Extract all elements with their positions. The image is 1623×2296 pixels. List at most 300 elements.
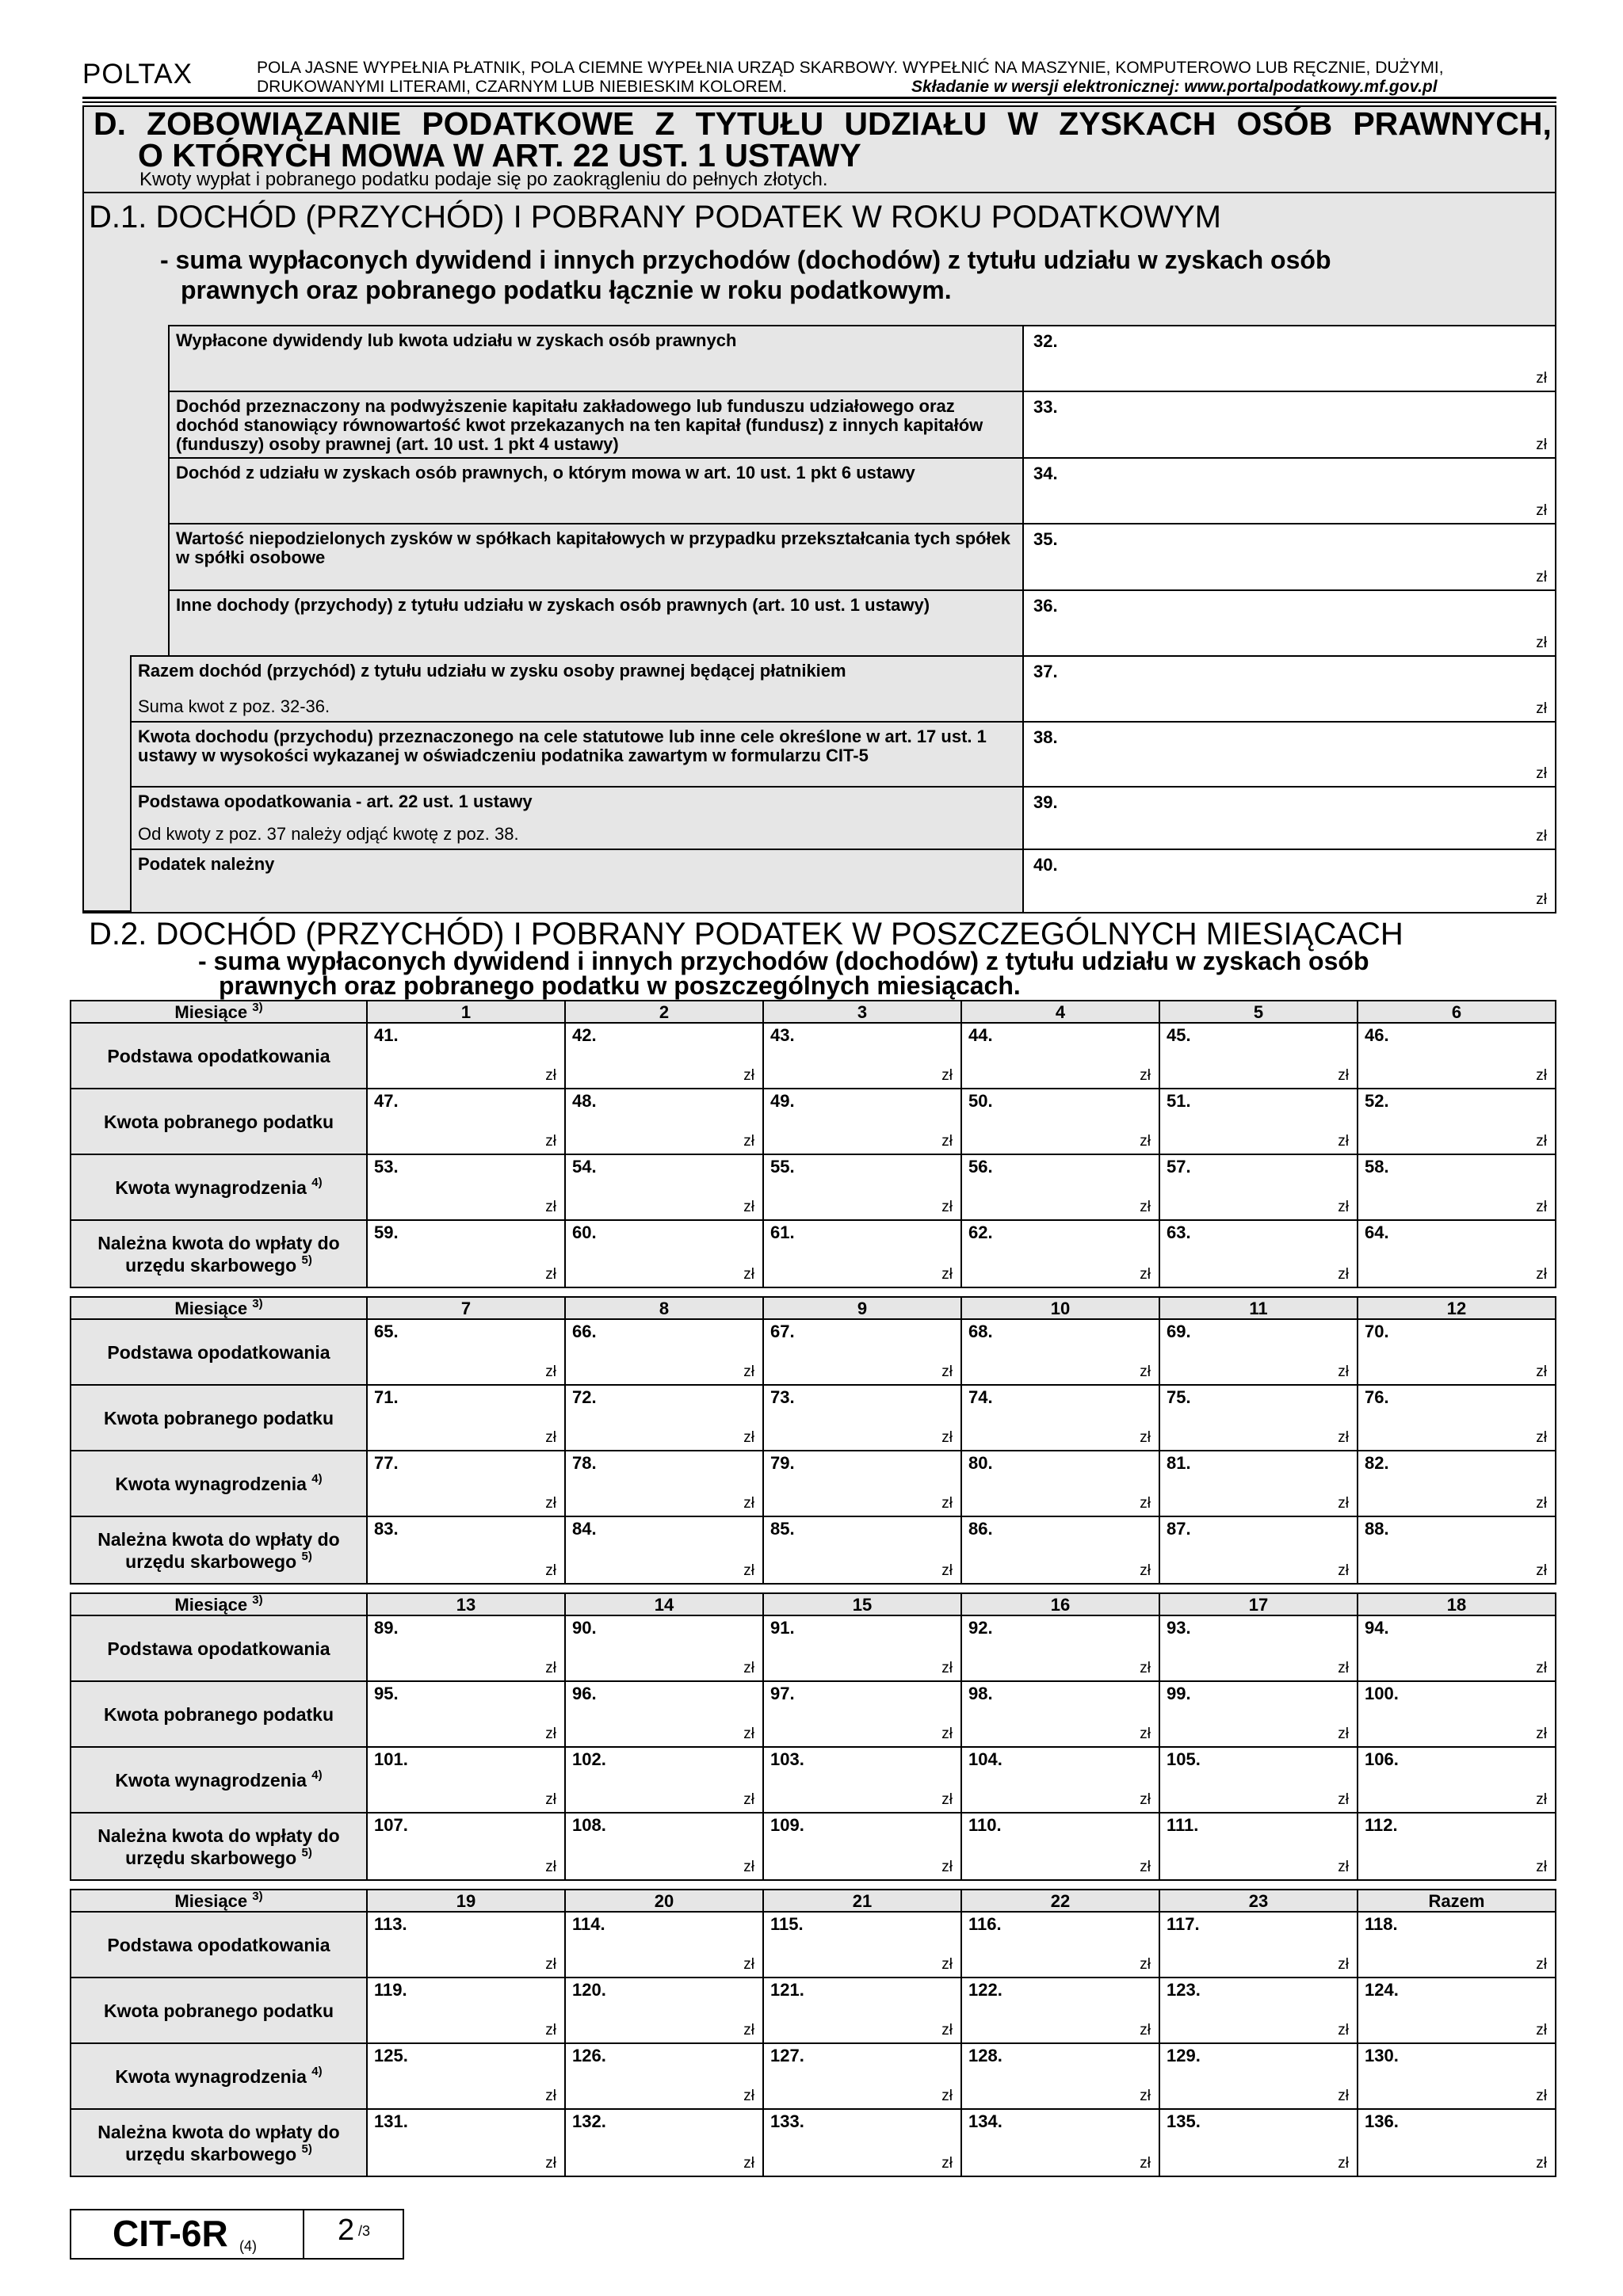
currency-unit: zł	[545, 1199, 556, 1215]
monthly-field-126[interactable]	[564, 2044, 762, 2108]
field-number: 44.	[968, 1025, 993, 1045]
field-number: 72.	[572, 1387, 597, 1407]
monthly-field-95[interactable]	[366, 1682, 564, 1746]
monthly-field-59[interactable]	[366, 1221, 564, 1287]
monthly-field-74[interactable]	[960, 1386, 1159, 1450]
d1-field-34[interactable]	[1024, 457, 1556, 523]
footnote-marker: 3)	[252, 1593, 263, 1607]
currency-unit: zł	[1536, 1956, 1547, 1973]
monthly-field-121[interactable]	[762, 1978, 960, 2042]
field-number: 107.	[374, 1815, 408, 1835]
currency-unit: zł	[1536, 569, 1547, 585]
currency-unit: zł	[743, 1562, 754, 1579]
monthly-field-66[interactable]	[564, 1320, 762, 1384]
currency-unit: zł	[545, 1429, 556, 1446]
months-header-row	[71, 1594, 1555, 1616]
monthly-field-57[interactable]	[1159, 1155, 1357, 1219]
monthly-field-132[interactable]	[564, 2110, 762, 2176]
d1-field-33[interactable]	[1024, 391, 1556, 457]
months-label: Miesiące	[174, 1891, 248, 1911]
field-number: 59.	[374, 1222, 399, 1242]
monthly-field-51[interactable]	[1159, 1089, 1357, 1154]
monthly-field-101[interactable]	[366, 1748, 564, 1812]
monthly-field-88[interactable]	[1357, 1517, 1555, 1583]
monthly-field-98[interactable]	[960, 1682, 1159, 1746]
monthly-field-75[interactable]	[1159, 1386, 1357, 1450]
currency-unit: zł	[1536, 1726, 1547, 1742]
currency-unit: zł	[1536, 765, 1547, 782]
field-number: 40.	[1033, 855, 1058, 875]
monthly-field-112[interactable]	[1357, 1814, 1555, 1879]
month-column-header: 23	[1159, 1890, 1357, 1911]
d1-row-label	[130, 786, 1024, 849]
field-number: 125.	[374, 2046, 408, 2065]
monthly-field-111[interactable]	[1159, 1814, 1357, 1879]
monthly-row	[71, 1024, 1555, 1089]
currency-unit: zł	[1140, 1199, 1151, 1215]
field-number: 42.	[572, 1025, 597, 1045]
d1-field-36[interactable]	[1024, 589, 1556, 655]
field-number: 102.	[572, 1749, 606, 1769]
field-number: 106.	[1365, 1749, 1399, 1769]
field-number: 98.	[968, 1684, 993, 1703]
monthly-field-68[interactable]	[960, 1320, 1159, 1384]
field-number: 127.	[770, 2046, 804, 2065]
monthly-field-89[interactable]	[366, 1616, 564, 1680]
page-count: /3	[358, 2223, 371, 2239]
currency-unit: zł	[545, 1726, 556, 1742]
d1-field-39[interactable]	[1024, 786, 1556, 849]
currency-unit: zł	[545, 1495, 556, 1512]
currency-unit: zł	[1338, 1363, 1349, 1380]
field-number: 87.	[1167, 1519, 1191, 1539]
footnote-marker: 5)	[301, 2142, 312, 2156]
monthly-field-90[interactable]	[564, 1616, 762, 1680]
field-number: 129.	[1167, 2046, 1201, 2065]
monthly-row-label	[71, 1517, 366, 1583]
field-number: 67.	[770, 1322, 795, 1341]
monthly-field-41[interactable]	[366, 1024, 564, 1088]
monthly-field-65[interactable]	[366, 1320, 564, 1384]
monthly-row-label	[71, 2110, 366, 2176]
currency-unit: zł	[941, 1133, 953, 1150]
currency-unit: zł	[1140, 1133, 1151, 1150]
monthly-row-label	[71, 1320, 366, 1384]
monthly-field-118[interactable]	[1357, 1913, 1555, 1977]
currency-unit: zł	[1338, 1660, 1349, 1676]
month-column-header: 8	[564, 1298, 762, 1318]
field-number: 104.	[968, 1749, 1002, 1769]
form-code: CIT-6R	[113, 2213, 228, 2254]
monthly-row-label-wrap	[88, 1407, 349, 1429]
monthly-row-label-text: Należna kwota do wpłaty do urzędu skarbowego	[97, 2121, 340, 2164]
monthly-field-116[interactable]	[960, 1913, 1159, 1977]
monthly-row	[71, 2110, 1555, 2176]
currency-unit: zł	[1338, 2022, 1349, 2039]
monthly-row-label-text: Kwota pobranego podatku	[103, 1407, 334, 1428]
monthly-row-label-text: Kwota wynagrodzenia	[115, 2065, 307, 2087]
footnote-marker: 5)	[301, 1549, 312, 1563]
monthly-field-48[interactable]	[564, 1089, 762, 1154]
monthly-row-label-wrap	[71, 1232, 366, 1276]
monthly-field-55[interactable]	[762, 1155, 960, 1219]
field-number: 70.	[1365, 1322, 1389, 1341]
currency-unit: zł	[941, 2022, 953, 2039]
months-label: Miesiące	[174, 1002, 248, 1022]
currency-unit: zł	[1536, 1067, 1547, 1084]
field-number: 62.	[968, 1222, 993, 1242]
monthly-field-53[interactable]	[366, 1155, 564, 1219]
monthly-row-label-text: Podstawa opodatkowania	[107, 1934, 330, 1955]
month-column-header: 18	[1357, 1594, 1555, 1615]
monthly-table	[70, 1889, 1556, 2177]
d1-row-label	[130, 721, 1024, 786]
d1-row-label-text: Kwota dochodu (przychodu) przeznaczonego na cele statutowe lub inne cele określone w art. 17 ust. 1 ustawy w wysokości wykazanej w oświadczeniu podatnika zawartym w formularzu CIT-5	[138, 727, 987, 765]
field-number: 120.	[572, 1980, 606, 2000]
monthly-field-63[interactable]	[1159, 1221, 1357, 1287]
monthly-row-label-wrap	[71, 1528, 366, 1573]
field-number: 105.	[1167, 1749, 1201, 1769]
currency-unit: zł	[545, 1562, 556, 1579]
field-number: 133.	[770, 2111, 804, 2131]
monthly-field-124[interactable]	[1357, 1978, 1555, 2042]
field-number: 78.	[572, 1453, 597, 1473]
monthly-field-114[interactable]	[564, 1913, 762, 1977]
currency-unit: zł	[1140, 1429, 1151, 1446]
header-instruction-line2: DRUKOWANYMI LITERAMI, CZARNYM LUB NIEBIESKIM KOLOREM.	[257, 78, 787, 96]
field-number: 46.	[1365, 1025, 1389, 1045]
monthly-field-92[interactable]	[960, 1616, 1159, 1680]
monthly-field-97[interactable]	[762, 1682, 960, 1746]
monthly-field-123[interactable]	[1159, 1978, 1357, 2042]
monthly-field-61[interactable]	[762, 1221, 960, 1287]
monthly-field-135[interactable]	[1159, 2110, 1357, 2176]
monthly-field-104[interactable]	[960, 1748, 1159, 1812]
monthly-field-52[interactable]	[1357, 1089, 1555, 1154]
month-column-header: Razem	[1357, 1890, 1555, 1911]
d1-row-label	[168, 391, 1024, 457]
monthly-field-106[interactable]	[1357, 1748, 1555, 1812]
field-number: 55.	[770, 1157, 795, 1177]
field-number: 52.	[1365, 1091, 1389, 1111]
currency-unit: zł	[1140, 1859, 1151, 1875]
monthly-field-80[interactable]	[960, 1451, 1159, 1516]
field-number: 57.	[1167, 1157, 1191, 1177]
field-number: 95.	[374, 1684, 399, 1703]
currency-unit: zł	[545, 1956, 556, 1973]
monthly-field-117[interactable]	[1159, 1913, 1357, 1977]
field-number: 75.	[1167, 1387, 1191, 1407]
field-number: 45.	[1167, 1025, 1191, 1045]
monthly-field-108[interactable]	[564, 1814, 762, 1879]
currency-unit: zł	[1140, 1956, 1151, 1973]
currency-unit: zł	[743, 2088, 754, 2104]
monthly-row	[71, 1451, 1555, 1517]
months-label: Miesiące	[174, 1595, 248, 1615]
monthly-row	[71, 1221, 1555, 1287]
monthly-row	[71, 1748, 1555, 1814]
field-number: 50.	[968, 1091, 993, 1111]
field-number: 130.	[1365, 2046, 1399, 2065]
currency-unit: zł	[743, 1660, 754, 1676]
monthly-field-127[interactable]	[762, 2044, 960, 2108]
currency-unit: zł	[743, 2155, 754, 2172]
currency-unit: zł	[941, 1067, 953, 1084]
month-column-header: 20	[564, 1890, 762, 1911]
monthly-field-42[interactable]	[564, 1024, 762, 1088]
field-number: 64.	[1365, 1222, 1389, 1242]
monthly-field-50[interactable]	[960, 1089, 1159, 1154]
d1-row-label	[168, 457, 1024, 523]
monthly-field-76[interactable]	[1357, 1386, 1555, 1450]
monthly-field-105[interactable]	[1159, 1748, 1357, 1812]
currency-unit: zł	[1140, 1266, 1151, 1283]
monthly-field-44[interactable]	[960, 1024, 1159, 1088]
currency-unit: zł	[941, 1363, 953, 1380]
monthly-field-72[interactable]	[564, 1386, 762, 1450]
footnote-marker: 3)	[252, 1001, 263, 1014]
monthly-field-64[interactable]	[1357, 1221, 1555, 1287]
monthly-field-79[interactable]	[762, 1451, 960, 1516]
monthly-field-110[interactable]	[960, 1814, 1159, 1879]
monthly-field-102[interactable]	[564, 1748, 762, 1812]
months-header-row	[71, 1298, 1555, 1320]
month-column-header: 14	[564, 1594, 762, 1615]
monthly-field-60[interactable]	[564, 1221, 762, 1287]
currency-unit: zł	[1140, 1363, 1151, 1380]
monthly-row-label-wrap	[99, 1769, 338, 1791]
field-number: 43.	[770, 1025, 795, 1045]
monthly-field-107[interactable]	[366, 1814, 564, 1879]
monthly-field-71[interactable]	[366, 1386, 564, 1450]
monthly-row-label-text: Kwota pobranego podatku	[103, 1703, 334, 1725]
currency-unit: zł	[1536, 1791, 1547, 1808]
field-number: 119.	[374, 1980, 407, 2000]
monthly-row	[71, 1155, 1555, 1221]
field-number: 63.	[1167, 1222, 1191, 1242]
currency-unit: zł	[941, 1199, 953, 1215]
header-instruction-line1: POLA JASNE WYPEŁNIA PŁATNIK, POLA CIEMNE WYPEŁNIA URZĄD SKARBOWY. WYPEŁNIĆ NA MASZYNIE, KOMPUTEROWO LUB RĘCZNIE, DUŻYMI,	[257, 59, 1444, 77]
month-column-header: 10	[960, 1298, 1159, 1318]
months-header-row	[71, 1890, 1555, 1913]
header-rule	[82, 101, 1556, 103]
monthly-field-93[interactable]	[1159, 1616, 1357, 1680]
monthly-field-56[interactable]	[960, 1155, 1159, 1219]
monthly-field-134[interactable]	[960, 2110, 1159, 2176]
monthly-field-91[interactable]	[762, 1616, 960, 1680]
currency-unit: zł	[743, 1266, 754, 1283]
monthly-field-84[interactable]	[564, 1517, 762, 1583]
monthly-field-67[interactable]	[762, 1320, 960, 1384]
section-d-title-line2: O KTÓRYCH MOWA W ART. 22 UST. 1 USTAWY	[138, 137, 861, 174]
monthly-field-47[interactable]	[366, 1089, 564, 1154]
d1-row-label	[130, 849, 1024, 912]
monthly-field-85[interactable]	[762, 1517, 960, 1583]
field-number: 126.	[572, 2046, 606, 2065]
monthly-row-label	[71, 2044, 366, 2108]
currency-unit: zł	[1536, 370, 1547, 387]
monthly-field-96[interactable]	[564, 1682, 762, 1746]
d1-field-32[interactable]	[1024, 325, 1556, 391]
field-number: 92.	[968, 1618, 993, 1638]
monthly-row-label-wrap	[99, 2065, 338, 2088]
field-number: 47.	[374, 1091, 399, 1111]
field-number: 103.	[770, 1749, 804, 1769]
form-footer	[70, 2209, 404, 2260]
field-number: 94.	[1365, 1618, 1389, 1638]
currency-unit: zł	[1140, 1791, 1151, 1808]
field-number: 56.	[968, 1157, 993, 1177]
section-d-title-word: PRAWNYCH,	[1353, 105, 1552, 142]
monthly-row-label-wrap	[71, 1825, 366, 1869]
field-number: 101.	[374, 1749, 408, 1769]
currency-unit: zł	[1338, 1726, 1349, 1742]
monthly-field-130[interactable]	[1357, 2044, 1555, 2108]
field-number: 111.	[1167, 1815, 1199, 1835]
field-number: 49.	[770, 1091, 795, 1111]
monthly-field-54[interactable]	[564, 1155, 762, 1219]
monthly-field-125[interactable]	[366, 2044, 564, 2108]
currency-unit: zł	[545, 1133, 556, 1150]
form-edition: (4)	[239, 2238, 257, 2254]
currency-unit: zł	[1338, 1791, 1349, 1808]
field-number: 33.	[1033, 397, 1058, 417]
monthly-row-label-wrap	[99, 1473, 338, 1495]
field-number: 117.	[1167, 1914, 1200, 1934]
currency-unit: zł	[1536, 502, 1547, 519]
field-number: 90.	[572, 1618, 597, 1638]
monthly-field-115[interactable]	[762, 1913, 960, 1977]
header-rule	[82, 97, 1556, 99]
currency-unit: zł	[1536, 2155, 1547, 2172]
monthly-row	[71, 1089, 1555, 1155]
d1-row-label-text: Wypłacone dywidendy lub kwota udziału w zyskach osób prawnych	[176, 330, 737, 350]
currency-unit: zł	[941, 1791, 953, 1808]
currency-unit: zł	[743, 1859, 754, 1875]
monthly-field-43[interactable]	[762, 1024, 960, 1088]
currency-unit: zł	[545, 1067, 556, 1084]
monthly-field-82[interactable]	[1357, 1451, 1555, 1516]
monthly-field-128[interactable]	[960, 2044, 1159, 2108]
currency-unit: zł	[941, 1429, 953, 1446]
monthly-row-label	[71, 1024, 366, 1088]
monthly-field-45[interactable]	[1159, 1024, 1357, 1088]
currency-unit: zł	[1338, 1067, 1349, 1084]
field-number: 54.	[572, 1157, 597, 1177]
field-number: 93.	[1167, 1618, 1191, 1638]
months-header-label	[71, 1298, 366, 1318]
currency-unit: zł	[1536, 1363, 1547, 1380]
section-d-title-word: D.	[94, 105, 126, 142]
currency-unit: zł	[545, 1660, 556, 1676]
d1-field-38[interactable]	[1024, 721, 1556, 786]
monthly-field-73[interactable]	[762, 1386, 960, 1450]
field-number: 60.	[572, 1222, 597, 1242]
monthly-row-label-text: Należna kwota do wpłaty do urzędu skarbowego	[97, 1528, 340, 1572]
monthly-row-label-wrap	[91, 1638, 346, 1660]
field-number: 124.	[1365, 1980, 1399, 2000]
monthly-field-83[interactable]	[366, 1517, 564, 1583]
monthly-field-94[interactable]	[1357, 1616, 1555, 1680]
monthly-field-70[interactable]	[1357, 1320, 1555, 1384]
brand-poltax: POLTAX	[82, 59, 193, 90]
monthly-row-label-wrap	[91, 1045, 346, 1067]
field-number: 86.	[968, 1519, 993, 1539]
month-column-header: 13	[366, 1594, 564, 1615]
field-number: 91.	[770, 1618, 795, 1638]
monthly-row-label	[71, 1155, 366, 1219]
section-d-title-word: PODATKOWE	[422, 105, 635, 142]
monthly-field-62[interactable]	[960, 1221, 1159, 1287]
d1-field-40[interactable]	[1024, 849, 1556, 912]
field-number: 82.	[1365, 1453, 1389, 1473]
currency-unit: zł	[1140, 1067, 1151, 1084]
monthly-field-99[interactable]	[1159, 1682, 1357, 1746]
monthly-field-131[interactable]	[366, 2110, 564, 2176]
monthly-field-78[interactable]	[564, 1451, 762, 1516]
monthly-field-119[interactable]	[366, 1978, 564, 2042]
footnote-marker: 3)	[252, 1890, 263, 1903]
monthly-field-103[interactable]	[762, 1748, 960, 1812]
monthly-field-86[interactable]	[960, 1517, 1159, 1583]
monthly-field-49[interactable]	[762, 1089, 960, 1154]
currency-unit: zł	[1536, 1199, 1547, 1215]
currency-unit: zł	[1338, 1199, 1349, 1215]
monthly-field-122[interactable]	[960, 1978, 1159, 2042]
monthly-table	[70, 1592, 1556, 1881]
currency-unit: zł	[1536, 1495, 1547, 1512]
monthly-field-87[interactable]	[1159, 1517, 1357, 1583]
currency-unit: zł	[545, 1363, 556, 1380]
field-number: 96.	[572, 1684, 597, 1703]
monthly-row-label-wrap	[71, 2121, 366, 2165]
currency-unit: zł	[941, 1562, 953, 1579]
d1-field-37[interactable]	[1024, 655, 1556, 721]
monthly-row-label-wrap	[88, 1111, 349, 1133]
monthly-field-81[interactable]	[1159, 1451, 1357, 1516]
section-d-subtitle: Kwoty wypłat i pobranego podatku podaje się po zaokrągleniu do pełnych złotych.	[139, 169, 828, 190]
monthly-field-77[interactable]	[366, 1451, 564, 1516]
monthly-field-109[interactable]	[762, 1814, 960, 1879]
monthly-field-100[interactable]	[1357, 1682, 1555, 1746]
monthly-field-133[interactable]	[762, 2110, 960, 2176]
field-number: 65.	[374, 1322, 399, 1341]
field-number: 132.	[572, 2111, 606, 2131]
monthly-field-46[interactable]	[1357, 1024, 1555, 1088]
monthly-row-label-text: Podstawa opodatkowania	[107, 1045, 330, 1066]
field-number: 83.	[374, 1519, 399, 1539]
field-number: 37.	[1033, 662, 1058, 681]
monthly-field-129[interactable]	[1159, 2044, 1357, 2108]
currency-unit: zł	[941, 1956, 953, 1973]
section-d-title-word: W	[1007, 105, 1039, 142]
monthly-field-136[interactable]	[1357, 2110, 1555, 2176]
d1-field-35[interactable]	[1024, 523, 1556, 589]
monthly-row-label	[71, 1814, 366, 1879]
monthly-table	[70, 1296, 1556, 1585]
currency-unit: zł	[1536, 1133, 1547, 1150]
field-number: 77.	[374, 1453, 399, 1473]
monthly-field-69[interactable]	[1159, 1320, 1357, 1384]
field-number: 38.	[1033, 727, 1058, 747]
monthly-row-label	[71, 1616, 366, 1680]
monthly-field-113[interactable]	[366, 1913, 564, 1977]
monthly-field-120[interactable]	[564, 1978, 762, 2042]
section-d-title-word: TYTUŁU	[695, 105, 824, 142]
month-column-header: 22	[960, 1890, 1159, 1911]
month-column-header: 3	[762, 1001, 960, 1022]
monthly-field-58[interactable]	[1357, 1155, 1555, 1219]
